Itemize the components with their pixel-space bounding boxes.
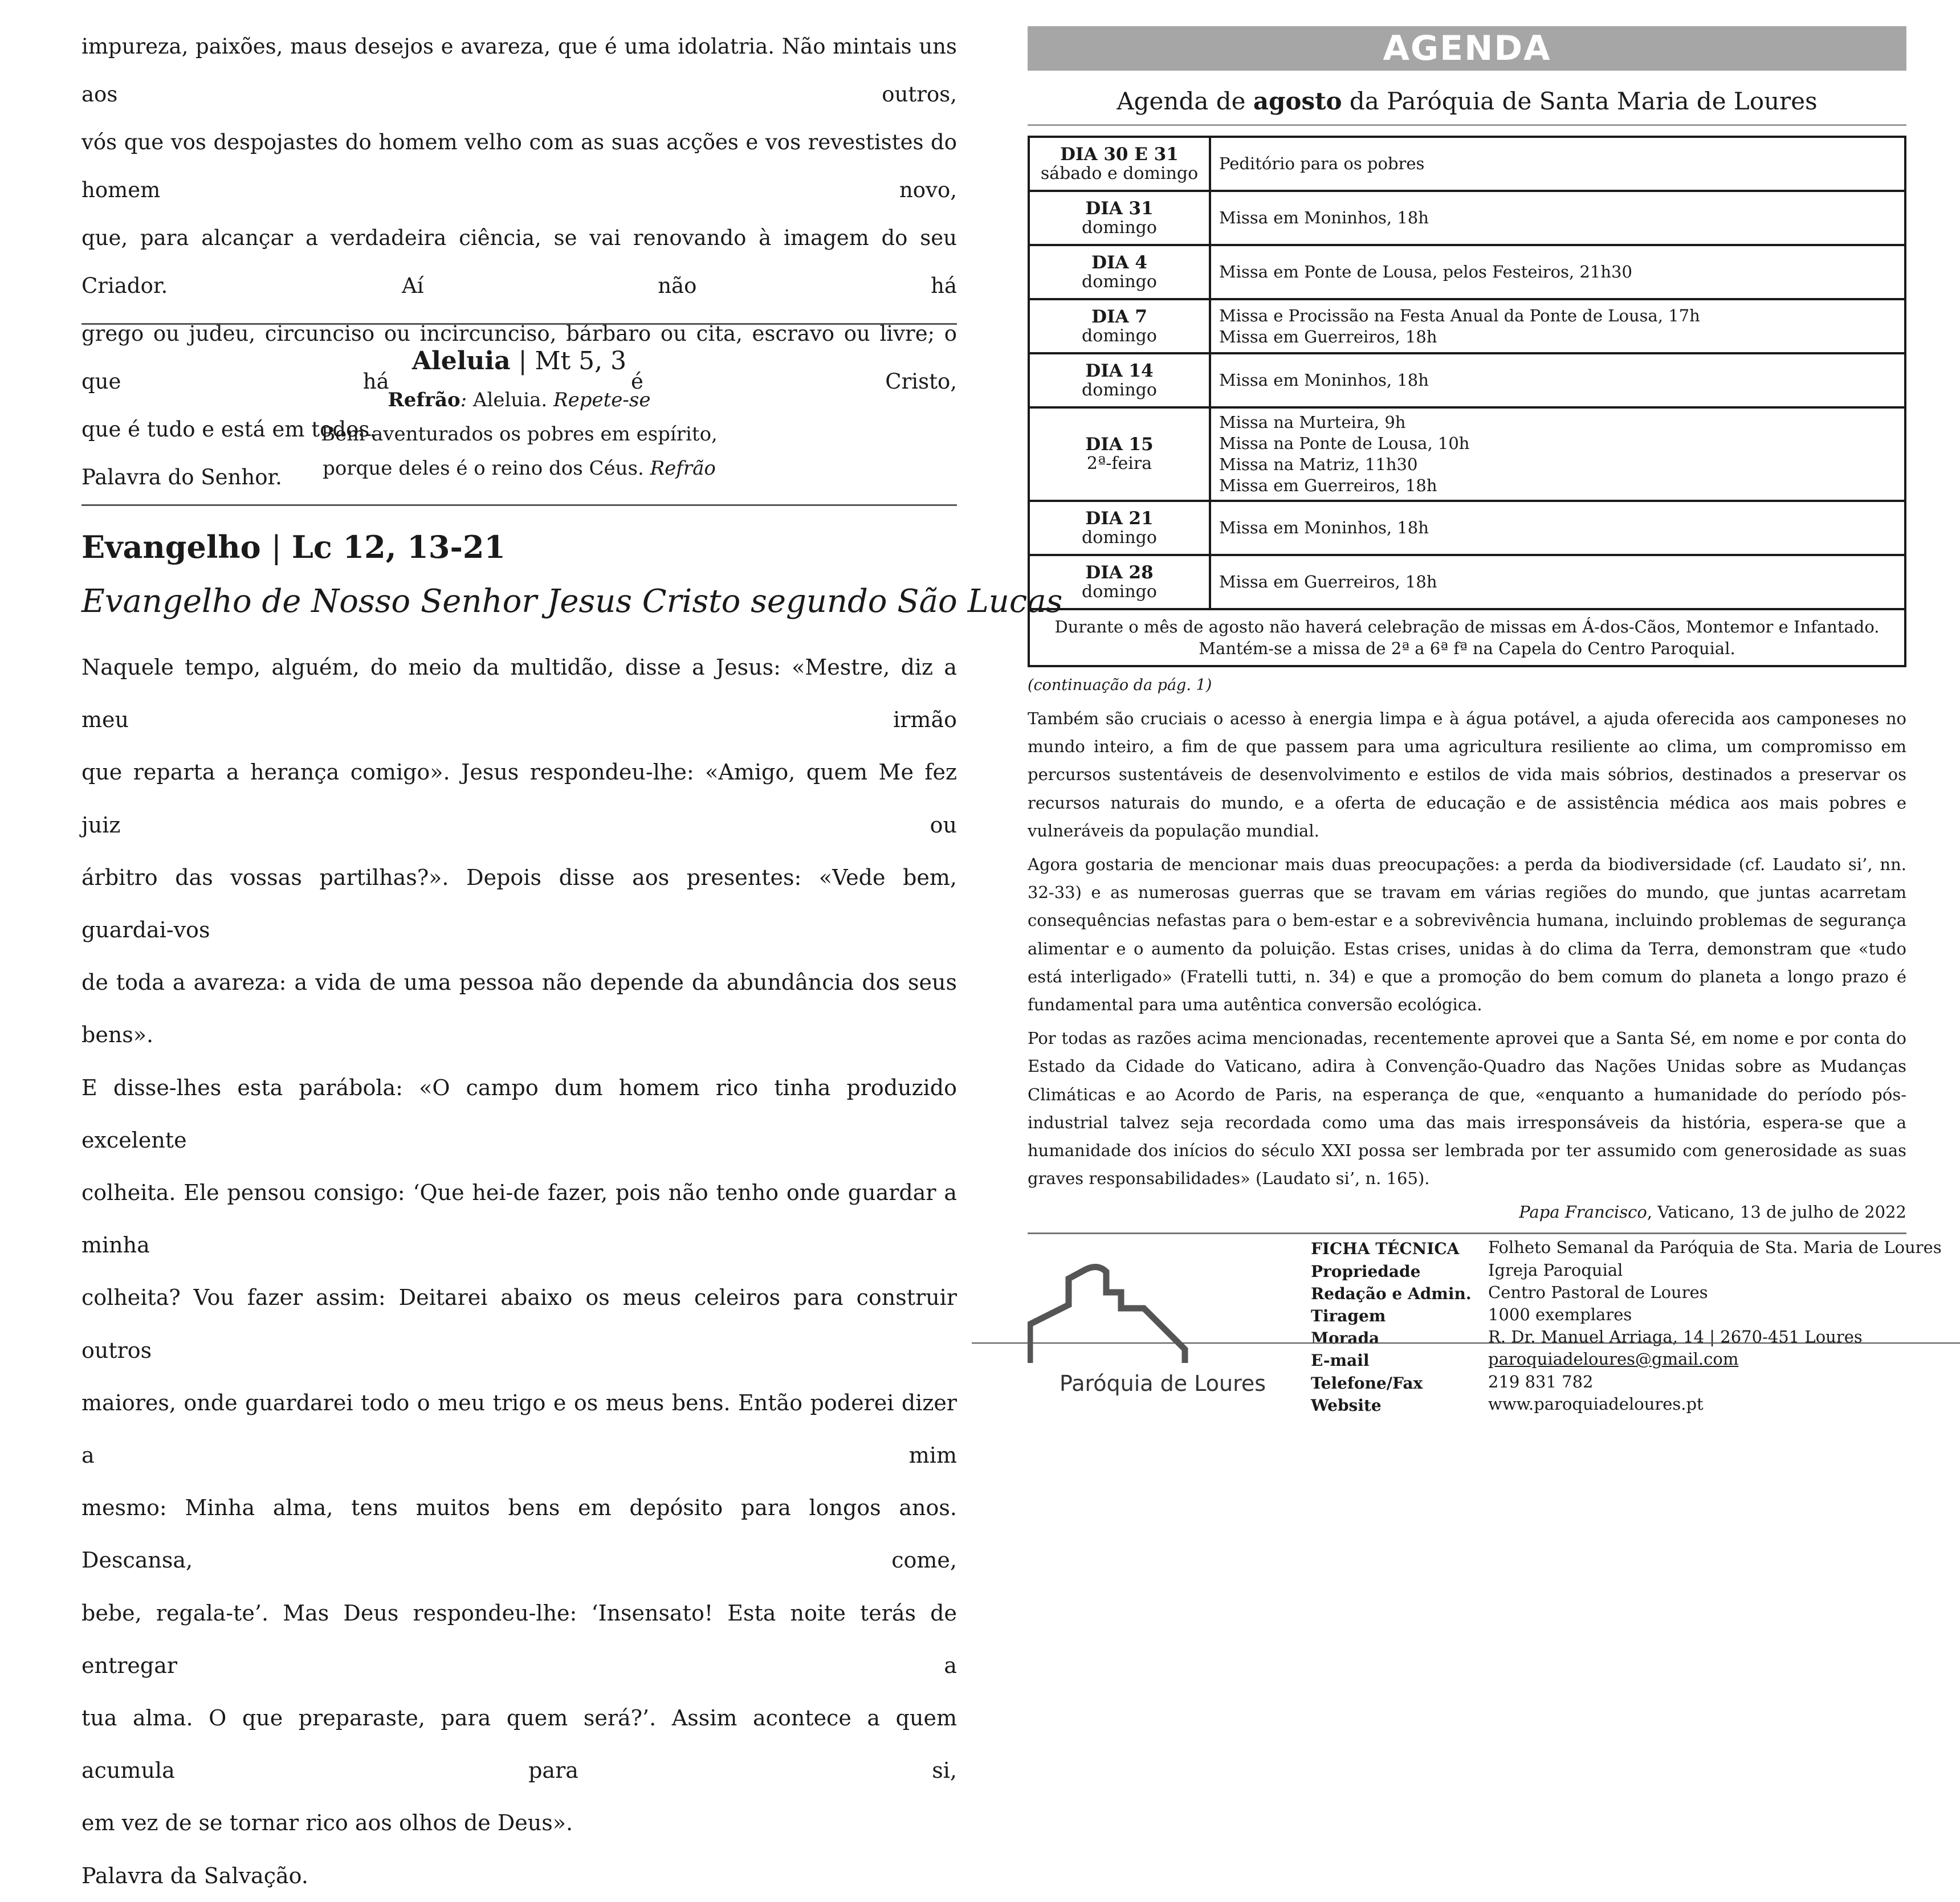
ficha-label: E-mail (1311, 1351, 1370, 1370)
ficha-value: Igreja Paroquial (1488, 1260, 1623, 1280)
table-row (1029, 245, 1905, 299)
weekday: 2ª-feira (1086, 454, 1152, 474)
aleluia-heading (82, 340, 957, 383)
ficha-label: Website (1311, 1395, 1382, 1415)
gospel-reference: Lc 12, 13-21 (291, 529, 506, 565)
aleluia-verse-refrao: Refrão (650, 457, 716, 480)
ficha-label: Telefone/Fax (1311, 1373, 1423, 1393)
reading-line: que é tudo e está em todos. (82, 417, 377, 442)
agenda-note-line: Mantém-se a missa de 2ª a 6ª fª na Capela do Centro Paroquial. (1199, 639, 1735, 658)
parish-logo (1028, 1257, 1267, 1411)
gospel-line: colheita. Ele pensou consigo: ‘Que hei-de fazer, pois não tenho onde guardar a minha (82, 1180, 957, 1258)
event-item: Missa em Moninhos, 18h (1219, 370, 1429, 390)
article-paragraph: Por todas as razões acima mencionadas, recentemente aprovei que a Santa Sé, em nome e por conta do Estado da Cidade do Vaticano, adira à Convenção-Quadro das Nações Unidas sobre as Mudanças Climáticas e ao Acordo de Paris, na esperança de que, «enquanto a humanidade do período pós-industrial talvez seja recordada como uma das mais irresponsáveis da história, espera-se que a humanidade dos inícios do século XXI possa ser lembrada por ter assumido com generosidade as suas graves responsabilidades» (Laudato si’, n. 165). (1028, 1028, 1906, 1189)
agenda-column (1028, 26, 1942, 1417)
aleluia-verse-text: porque deles é o reino dos Céus. (323, 457, 650, 480)
day-name: DIA 15 (1085, 434, 1154, 455)
gospel-closing: Palavra da Salvação. (82, 1863, 308, 1888)
gospel-separator: | (271, 529, 282, 565)
table-row (1029, 353, 1905, 407)
day-name: DIA 31 (1085, 198, 1154, 219)
event-item: Missa em Ponte de Lousa, pelos Festeiros, 21h30 (1219, 262, 1632, 281)
gospel-line: árbitro das vossas partilhas?». Depois disse aos presentes: «Vede bem, guardai-vos (82, 864, 957, 943)
agenda-note (1029, 609, 1905, 666)
ficha-value: 1000 exemplares (1488, 1305, 1632, 1325)
ficha-value: Folheto Semanal da Paróquia de Sta. Maria de Loures (1488, 1238, 1942, 1258)
weekday: domingo (1082, 325, 1157, 346)
day-name: DIA 4 (1091, 252, 1147, 273)
ficha-values (1488, 1236, 1942, 1415)
events-cell (1210, 407, 1905, 501)
ficha-label: FICHA TÉCNICA (1311, 1239, 1460, 1259)
agenda-table (1028, 136, 1906, 667)
table-row (1029, 299, 1905, 353)
divider (82, 323, 957, 325)
gospel-line: de toda a avareza: a vida de uma pessoa não depende da abundância dos seus bens». (82, 970, 957, 1048)
day-cell (1029, 407, 1210, 501)
continuation-note: (continuação da pág. 1) (1028, 676, 1212, 694)
table-row (1029, 191, 1905, 245)
weekday: domingo (1082, 527, 1157, 548)
day-name: DIA 30 E 31 (1060, 144, 1179, 165)
events-cell (1210, 299, 1905, 353)
ficha-labels (1311, 1238, 1472, 1417)
ficha-value: 219 831 782 (1488, 1372, 1594, 1391)
gospel-line: bebe, regala-te’. Mas Deus respondeu-lhe: ‘Insensato! Esta noite terás de entregar a (82, 1600, 957, 1678)
day-name: DIA 21 (1085, 508, 1154, 529)
table-row (1029, 555, 1905, 609)
gospel-line: tua alma. O que preparaste, para quem será?’. Assim acontece a quem acumula para si, (82, 1705, 957, 1783)
reading-line: impureza, paixões, maus desejos e avareza, que é uma idolatria. Não mintais uns aos outros, (82, 34, 957, 107)
divider (82, 504, 957, 506)
event-item: Missa em Guerreiros, 18h (1219, 572, 1437, 591)
gospel-line: mesmo: Minha alma, tens muitos bens em depósito para longos anos. Descansa, come, (82, 1495, 957, 1573)
refrao-label: Refrão (388, 389, 461, 411)
reading-line: grego ou judeu, circunciso ou incircunciso, bárbaro ou cita, escravo ou livre; o que há é Cristo, (82, 321, 957, 394)
day-name: DIA 7 (1091, 306, 1147, 327)
aleluia-separator: | (518, 346, 527, 375)
ficha-label: Redação e Admin. (1311, 1284, 1472, 1303)
day-cell (1029, 137, 1210, 191)
signature-place-date: , Vaticano, 13 de julho de 2022 (1647, 1202, 1906, 1222)
event-item: Missa na Matriz, 11h30 (1219, 455, 1418, 474)
events-cell (1210, 137, 1905, 191)
article-paragraph: Também são cruciais o acesso à energia limpa e à água potável, a ajuda oferecida aos camponeses no mundo inteiro, a fim de que passem para uma agricultura resiliente ao clima, um compromisso em percursos sustentáveis de desenvolvimento e estilos de vida mais sóbrios, destinados a preservar os recursos naturais do mundo, e a oferta de educação e de assistência médica aos mais pobres e vulneráveis da população mundial. (1028, 709, 1906, 840)
ficha-value: Centro Pastoral de Loures (1488, 1282, 1708, 1302)
day-cell (1029, 245, 1210, 299)
weekday: domingo (1082, 379, 1157, 400)
refrao-italic: Repete-se (553, 389, 651, 411)
event-item: Missa em Moninhos, 18h (1219, 208, 1429, 227)
gospel-subtitle: Evangelho de Nosso Senhor Jesus Cristo segundo São Lucas (82, 583, 1063, 620)
table-row (1029, 137, 1905, 191)
gospel-line: Naquele tempo, alguém, do meio da multidão, disse a Jesus: «Mestre, diz a meu irmão (82, 655, 957, 733)
agenda-subtitle (1028, 84, 1906, 119)
aleluia-title: Aleluia (411, 346, 511, 375)
day-cell (1029, 299, 1210, 353)
day-name: DIA 14 (1085, 360, 1154, 381)
refrao-text: Aleluia. (467, 389, 554, 411)
ficha-tecnica (1028, 1234, 1942, 1417)
gospel-line: que reparta a herança comigo». Jesus respondeu-lhe: «Amigo, quem Me fez juiz ou (82, 760, 957, 838)
event-item: Missa em Guerreiros, 18h (1219, 326, 1437, 346)
website-link[interactable]: www.paroquiadeloures.pt (1488, 1394, 1704, 1414)
gospel-line: maiores, onde guardarei todo o meu trigo e os meus bens. Então poderei dizer a mim (82, 1390, 957, 1468)
day-name: DIA 28 (1085, 562, 1154, 583)
aleluia-refrao (82, 383, 957, 417)
logo-text: Paróquia de Loures (1060, 1371, 1266, 1397)
ficha-value: R. Dr. Manuel Arriaga, 14 | 2670-451 Loures (1488, 1327, 1863, 1347)
refrao-colon: : (460, 389, 467, 411)
weekday: domingo (1082, 271, 1157, 292)
day-cell (1029, 555, 1210, 609)
ficha-label: Morada (1311, 1329, 1380, 1348)
event-item: Missa na Ponte de Lousa, 10h (1219, 434, 1470, 453)
events-cell (1210, 245, 1905, 299)
weekday: domingo (1082, 581, 1157, 602)
article-paragraph: Agora gostaria de mencionar mais duas preocupações: a perda da biodiversidade (cf. Laudato si’, nn. 32-33) e as numerosas guerras que se travam em várias regiões do mundo, que juntas acarretam consequências nefastas para o bem-estar e a sobrevivência humana, incluindo problemas de segurança alimentar e o aumento da poluição. Estas crises, unidas à do clima da Terra, demonstram que «tudo está interligado» (Fratelli tutti, n. 34) e que a promoção do bem comum do planeta a longo prazo é fundamental para uma autêntica conversão ecológica. (1028, 855, 1906, 1015)
table-row (1029, 407, 1905, 501)
agenda-subtitle-pre: Agenda de (1116, 87, 1253, 115)
day-cell (1029, 191, 1210, 245)
aleluia-reference: Mt 5, 3 (535, 346, 627, 375)
church-outline-icon (1028, 1257, 1199, 1371)
reading-line: que, para alcançar a verdadeira ciência, se vai renovando à imagem do seu Criador. Aí não há (82, 226, 957, 298)
weekday: domingo (1082, 217, 1157, 238)
events-cell (1210, 353, 1905, 407)
article-text (1028, 705, 1906, 1193)
day-cell (1029, 501, 1210, 555)
day-cell (1029, 353, 1210, 407)
aleluia-verse-line: Bem-aventurados os pobres em espírito, (321, 423, 718, 446)
weekday: sábado e domingo (1040, 163, 1199, 183)
divider (1028, 124, 1906, 126)
reading-closing: Palavra do Senhor. (82, 465, 282, 489)
events-cell (1210, 501, 1905, 555)
agenda-month: agosto (1253, 87, 1342, 115)
ficha-label: Tiragem (1311, 1307, 1386, 1326)
table-row (1029, 609, 1905, 666)
gospel-section (82, 519, 1063, 1902)
gospel-line: em vez de se tornar rico aos olhos de Deus». (82, 1810, 573, 1836)
ficha-label: Propriedade (1311, 1262, 1421, 1281)
agenda-header: AGENDA (1028, 26, 1906, 71)
reading-line: vós que vos despojastes do homem velho com as suas acções e vos revestistes do homem novo, (82, 130, 957, 202)
gospel-line: colheita? Vou fazer assim: Deitarei abaixo os meus celeiros para construir outros (82, 1285, 957, 1363)
signature-author: Papa Francisco (1519, 1202, 1647, 1222)
gospel-line: E disse-lhes esta parábola: «O campo dum homem rico tinha produzido excelente (82, 1075, 957, 1153)
aleluia-verse-line (82, 451, 957, 485)
event-item: Missa na Murteira, 9h (1219, 413, 1406, 432)
gospel-title-text: Evangelho (82, 529, 261, 565)
gospel-title (82, 519, 957, 576)
events-cell (1210, 555, 1905, 609)
aleluia-section (82, 340, 957, 485)
agenda-note-line: Durante o mês de agosto não haverá celebração de missas em Á-dos-Cãos, Montemor e Infantado. (1054, 617, 1880, 636)
email-link[interactable]: paroquiadeloures@gmail.com (1488, 1349, 1739, 1369)
agenda-subtitle-post: da Paróquia de Santa Maria de Loures (1342, 87, 1818, 115)
table-row (1029, 501, 1905, 555)
gospel-body (82, 641, 957, 1850)
events-cell (1210, 191, 1905, 245)
event-item: Peditório para os pobres (1219, 154, 1425, 173)
event-item: Missa e Procissão na Festa Anual da Ponte de Lousa, 17h (1219, 305, 1700, 325)
event-item: Missa em Guerreiros, 18h (1219, 476, 1437, 495)
event-item: Missa em Moninhos, 18h (1219, 518, 1429, 537)
signature (1028, 1199, 1906, 1225)
